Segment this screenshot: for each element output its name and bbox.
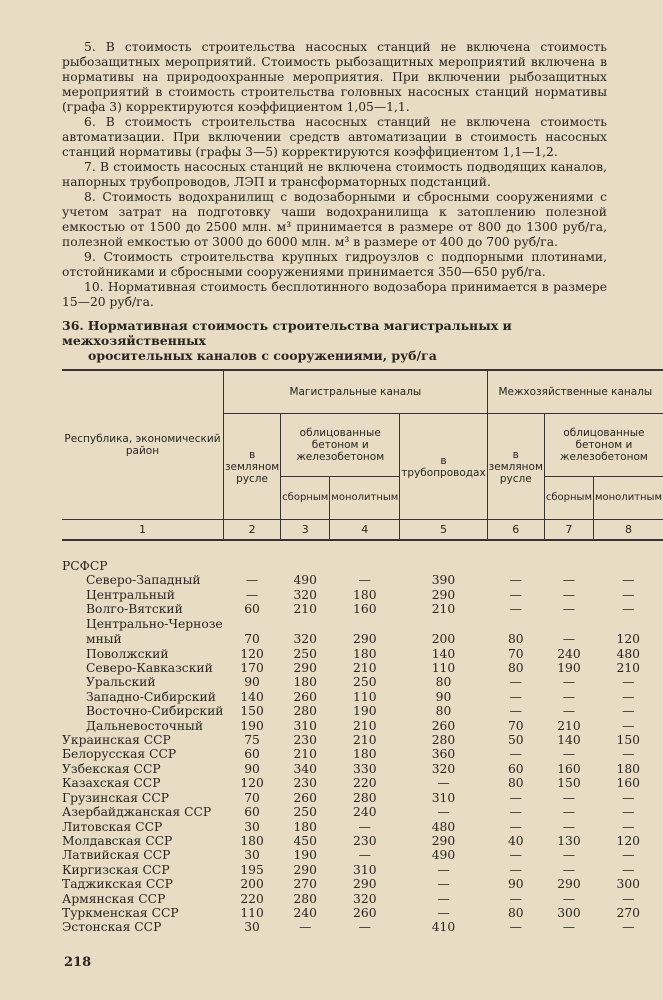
cell-value: — xyxy=(562,891,576,906)
cell-value: 250 xyxy=(293,805,317,820)
region-name: Грузинская ССР xyxy=(62,790,170,805)
region-name: Молдавская ССР xyxy=(62,833,173,848)
cell-value: 150 xyxy=(240,704,264,719)
cell-value: 70 xyxy=(507,718,524,733)
cell-value: 40 xyxy=(507,833,524,848)
cell-value xyxy=(281,559,330,573)
cell-value: 340 xyxy=(293,761,317,776)
table-row xyxy=(62,776,663,790)
region-name: Восточно-Сибирский xyxy=(86,704,224,719)
cell-value: 300 xyxy=(616,877,640,892)
cell-value: — xyxy=(245,587,259,602)
note-paragraph: 8. Стоимость водохранилищ с водозаборными и сбросными сооружениями с учетом затрат на подготовку чаши водохранилища к затоплению полезной емкостью от 1500 до 2500 млн. м³ принимается в размере от 800 до 1300 руб/га, полезной емкостью от 3000 до 6000 млн. м³ в размере от 400 до 700 руб/га. xyxy=(62,190,607,249)
cell-value: 30 xyxy=(244,920,260,935)
table-row xyxy=(62,920,663,934)
cell-value: 260 xyxy=(293,790,317,805)
cell-value: 240 xyxy=(293,905,317,920)
table-row xyxy=(62,834,663,848)
cell-value: — xyxy=(622,704,635,719)
cell-value: 240 xyxy=(557,646,581,661)
cell-value: 80 xyxy=(507,905,524,920)
region-name: Узбекская ССР xyxy=(62,761,161,776)
cell-value: — xyxy=(509,602,522,617)
table-number: 36. xyxy=(62,318,84,333)
cell-value: 160 xyxy=(616,776,640,791)
table-row xyxy=(62,848,663,862)
cell-value: — xyxy=(437,877,450,892)
cell-value: 150 xyxy=(616,733,640,748)
cell-value: — xyxy=(437,805,450,820)
header-main-canals: Магистральные каналы xyxy=(223,370,487,414)
cell-value: — xyxy=(509,573,522,588)
cell-value: 80 xyxy=(435,704,452,719)
cell-value: 260 xyxy=(353,905,377,920)
cell-value: 480 xyxy=(431,819,456,834)
cell-value: — xyxy=(622,573,635,588)
header-monolith-inter: монолитным xyxy=(593,477,663,520)
cell-value: 360 xyxy=(431,747,456,762)
cell-value xyxy=(544,559,593,573)
cell-value: 290 xyxy=(557,877,581,892)
cell-value: — xyxy=(358,819,371,834)
table-row xyxy=(62,719,663,733)
notes-section xyxy=(62,40,607,310)
cell-value: — xyxy=(622,602,635,617)
cell-value: — xyxy=(622,689,635,704)
cell-value: 200 xyxy=(240,877,264,892)
header-earth-main: в земляном русле xyxy=(223,414,280,520)
cell-value: — xyxy=(622,587,635,602)
region-name: Центрально-Черноземный xyxy=(86,616,223,646)
note-paragraph: 6. В стоимость строительства насосных станций не включена стоимость автоматизации. При включении средств автоматизации в стоимость насосных станций нормативы (графы 3—5) корректируются коэффициентом 1,1—1,2. xyxy=(62,115,607,159)
cell-value: — xyxy=(622,891,635,906)
table-row xyxy=(62,573,663,587)
column-numbers xyxy=(62,520,663,541)
cell-value: 210 xyxy=(353,661,377,676)
cell-value: 240 xyxy=(353,805,377,820)
cell-value: 80 xyxy=(507,632,524,647)
cell-value: — xyxy=(562,704,576,719)
cell-value: 140 xyxy=(431,646,456,661)
cell-value: — xyxy=(562,689,576,704)
cost-table xyxy=(62,369,663,935)
region-name: Литовская ССР xyxy=(62,819,163,834)
cell-value: — xyxy=(437,891,450,906)
header-earth-inter: в земляном русле xyxy=(487,414,544,520)
table-row xyxy=(62,733,663,747)
region-name: Туркменская ССР xyxy=(62,905,179,920)
cell-value: 120 xyxy=(616,833,640,848)
cell-value: 60 xyxy=(244,747,260,762)
cell-value: — xyxy=(509,790,522,805)
cell-value: 160 xyxy=(557,761,581,776)
cell-value: — xyxy=(509,848,522,863)
region-name: Дальневосточный xyxy=(86,718,204,733)
cell-value: 490 xyxy=(431,848,456,863)
cell-value: 210 xyxy=(616,661,640,676)
header-prefab-main: сборным xyxy=(281,477,330,520)
cell-value: 60 xyxy=(507,761,524,776)
col-num: 2 xyxy=(223,520,280,541)
region-name: Белорусская ССР xyxy=(62,747,177,762)
cell-value: 130 xyxy=(557,833,581,848)
table-row xyxy=(62,602,663,616)
cell-value: 80 xyxy=(435,675,452,690)
cell-value: 210 xyxy=(293,602,317,617)
table-header xyxy=(62,370,663,520)
cell-value: — xyxy=(562,602,576,617)
cell-value: 230 xyxy=(293,733,317,748)
cell-value: 260 xyxy=(293,689,317,704)
cell-value: — xyxy=(562,920,576,935)
col-num: 1 xyxy=(62,520,223,541)
cell-value: 160 xyxy=(353,602,377,617)
cell-value: 120 xyxy=(240,776,264,791)
cell-value: — xyxy=(622,848,635,863)
cell-value: 270 xyxy=(293,877,317,892)
cell-value: 30 xyxy=(244,848,260,863)
cell-value: 90 xyxy=(507,877,524,892)
cell-value: — xyxy=(509,747,522,762)
note-paragraph: 5. В стоимость строительства насосных станций не включена стоимость рыбозащитных мероприятий. Стоимость рыбозащитных мероприятий включена в нормативы на природоохранные мероприятия. При включении рыбозащитных мероприятий в стоимость строительства головных насосных станций нормативы (графа 3) корректируются коэффициентом 1,05—1,1. xyxy=(62,40,607,114)
cell-value: 290 xyxy=(431,587,456,602)
table-title-line1: Нормативная стоимость строительства магистральных и межхозяйственных xyxy=(62,318,512,348)
region-name: Киргизская ССР xyxy=(62,862,170,877)
cell-value: — xyxy=(437,905,450,920)
col-num: 5 xyxy=(400,520,487,541)
cell-value: 70 xyxy=(244,632,260,647)
cell-value: — xyxy=(562,862,576,877)
region-name: Украинская ССР xyxy=(62,733,171,748)
cell-value: 110 xyxy=(240,905,264,920)
cell-value: — xyxy=(509,704,522,719)
cell-value: 230 xyxy=(293,776,317,791)
cell-value: — xyxy=(562,573,576,588)
cell-value: 120 xyxy=(240,646,264,661)
cell-value: — xyxy=(562,819,576,834)
cell-value: 310 xyxy=(431,790,456,805)
cell-value: — xyxy=(509,891,522,906)
cell-value: 210 xyxy=(431,602,456,617)
cell-value: 75 xyxy=(244,733,260,748)
header-inter-canals: Межхозяйственные каналы xyxy=(487,370,663,414)
table-row xyxy=(62,747,663,761)
cell-value: 150 xyxy=(557,776,581,791)
cell-value: — xyxy=(509,920,522,935)
cell-value: 210 xyxy=(293,747,317,762)
cell-value: — xyxy=(622,675,635,690)
header-prefab-inter: сборным xyxy=(544,477,593,520)
cell-value: 170 xyxy=(240,661,264,676)
note-paragraph: 10. Нормативная стоимость бесплотинного водозабора принимается в размере 15—20 руб/га. xyxy=(62,280,607,309)
cell-value: 210 xyxy=(353,718,377,733)
cell-value: — xyxy=(622,819,635,834)
page-number: 218 xyxy=(64,955,92,970)
table-row xyxy=(62,877,663,891)
cell-value: 220 xyxy=(240,891,264,906)
cell-value: 330 xyxy=(353,761,377,776)
cell-value: 50 xyxy=(507,733,524,748)
region-name: Северо-Западный xyxy=(86,573,201,588)
cell-value: 230 xyxy=(353,833,377,848)
table-row xyxy=(62,762,663,776)
region-name: Казахская ССР xyxy=(62,776,161,791)
table-row xyxy=(62,863,663,877)
cell-value: 90 xyxy=(244,761,260,776)
cell-value: — xyxy=(562,587,576,602)
cell-value: 390 xyxy=(431,573,456,588)
cell-value: — xyxy=(562,805,576,820)
cell-value: 210 xyxy=(353,733,377,748)
cell-value xyxy=(330,559,400,573)
cell-value: — xyxy=(562,675,576,690)
cell-value: 90 xyxy=(244,675,260,690)
cell-value: 220 xyxy=(353,776,377,791)
cell-value: — xyxy=(509,862,522,877)
table-row xyxy=(62,820,663,834)
col-num: 8 xyxy=(593,520,663,541)
cell-value: — xyxy=(622,790,635,805)
cell-value: 280 xyxy=(293,704,317,719)
table-row xyxy=(62,661,663,675)
cell-value: 80 xyxy=(507,661,524,676)
cell-value: — xyxy=(509,587,522,602)
cell-value: 110 xyxy=(431,661,456,676)
note-paragraph: 7. В стоимость насосных станций не включена стоимость подводящих каналов, напорных трубопроводов, ЛЭП и трансформаторных подстанций. xyxy=(62,160,607,189)
header-lined-inter: облицованные бетоном и железобетоном xyxy=(544,414,663,477)
cell-value: — xyxy=(622,920,635,935)
table-row xyxy=(62,647,663,661)
cell-value xyxy=(593,559,663,573)
cell-value: — xyxy=(562,747,576,762)
table-title xyxy=(62,318,607,363)
col-num: 4 xyxy=(330,520,400,541)
cell-value: 290 xyxy=(353,632,377,647)
cell-value: — xyxy=(358,848,371,863)
cell-value: — xyxy=(562,790,576,805)
cell-value: 70 xyxy=(507,646,524,661)
cell-value xyxy=(487,559,544,573)
cell-value: 410 xyxy=(431,920,456,935)
table-title-line2: оросительных каналов с сооружениями, руб/га xyxy=(88,348,437,363)
cell-value: — xyxy=(437,862,450,877)
cell-value: — xyxy=(622,718,635,733)
cell-value: — xyxy=(622,747,635,762)
cell-value: 480 xyxy=(616,646,640,661)
cell-value: 190 xyxy=(240,718,264,733)
table-row xyxy=(62,906,663,920)
cell-value: 320 xyxy=(431,761,456,776)
cell-value: 310 xyxy=(293,718,317,733)
region-name: Таджикская ССР xyxy=(62,877,173,892)
cell-value: — xyxy=(509,805,522,820)
cell-value: 200 xyxy=(431,632,456,647)
cell-value: — xyxy=(509,689,522,704)
cell-value: — xyxy=(358,573,371,588)
cell-value: 280 xyxy=(431,733,456,748)
cell-value: — xyxy=(622,805,635,820)
region-name: Латвийская ССР xyxy=(62,848,171,863)
cell-value: 180 xyxy=(616,761,640,776)
table-row xyxy=(62,704,663,718)
table-row xyxy=(62,675,663,689)
cell-value: 250 xyxy=(293,646,317,661)
cell-value: 260 xyxy=(431,718,456,733)
cell-value: 450 xyxy=(293,833,317,848)
cell-value: 180 xyxy=(353,587,377,602)
cell-value: 180 xyxy=(240,833,264,848)
region-name: Волго-Вятский xyxy=(86,602,183,617)
table-row xyxy=(62,690,663,704)
region-name: Поволжский xyxy=(86,646,169,661)
cell-value: 290 xyxy=(293,862,317,877)
cell-value: 490 xyxy=(293,573,317,588)
cell-value: — xyxy=(562,848,576,863)
cell-value: 70 xyxy=(244,790,260,805)
region-name: Центральный xyxy=(86,587,175,602)
region-name: Уральский xyxy=(86,675,156,690)
col-num: 3 xyxy=(281,520,330,541)
cell-value: 190 xyxy=(557,661,581,676)
cell-value xyxy=(223,559,280,573)
cell-value: 190 xyxy=(293,848,317,863)
cell-value: 120 xyxy=(616,632,640,647)
cell-value: 180 xyxy=(293,819,317,834)
cell-value: — xyxy=(622,862,635,877)
cell-value: 140 xyxy=(240,689,264,704)
cell-value: 280 xyxy=(293,891,317,906)
cell-value: 110 xyxy=(353,689,377,704)
table-row xyxy=(62,791,663,805)
cell-value: — xyxy=(509,675,522,690)
cell-value: — xyxy=(562,632,576,647)
region-name: РСФСР xyxy=(62,559,108,573)
cell-value: 320 xyxy=(293,632,317,647)
cell-value: 60 xyxy=(244,602,260,617)
table-row xyxy=(62,617,663,647)
cell-value: 190 xyxy=(353,704,377,719)
cell-value: 30 xyxy=(244,819,260,834)
cell-value: — xyxy=(245,573,259,588)
table-row xyxy=(62,892,663,906)
cell-value: 80 xyxy=(507,776,524,791)
table-row xyxy=(62,559,663,573)
cell-value: 90 xyxy=(435,689,452,704)
cell-value: 320 xyxy=(293,587,317,602)
cell-value: 280 xyxy=(353,790,377,805)
table-row xyxy=(62,588,663,602)
cell-value: — xyxy=(299,920,312,935)
col-num: 6 xyxy=(487,520,544,541)
cell-value: 310 xyxy=(353,862,377,877)
cell-value: 300 xyxy=(557,905,581,920)
cell-value: — xyxy=(509,819,522,834)
header-region: Республика, экономический район xyxy=(62,370,223,520)
col-num: 7 xyxy=(544,520,593,541)
cell-value: 180 xyxy=(293,675,317,690)
region-name: Армянская ССР xyxy=(62,891,166,906)
cell-value: 290 xyxy=(431,833,456,848)
region-name: Азербайджанская ССР xyxy=(62,805,212,820)
cell-value: — xyxy=(437,776,450,791)
note-paragraph: 9. Стоимость строительства крупных гидроузлов с подпорными плотинами, отстойниками и сбросными сооружениями принимается 350—650 руб/га. xyxy=(62,250,607,279)
cell-value: — xyxy=(358,920,371,935)
cell-value: 195 xyxy=(240,862,264,877)
region-name: Западно-Сибирский xyxy=(86,689,216,704)
cell-value: 320 xyxy=(353,891,377,906)
cell-value xyxy=(400,559,487,573)
header-pipes: в трубопроводах xyxy=(400,414,487,520)
cell-value: 250 xyxy=(353,675,377,690)
cell-value: 60 xyxy=(244,805,260,820)
table-body xyxy=(62,540,663,935)
cell-value: 270 xyxy=(616,905,640,920)
header-lined-main: облицованные бетоном и железобетоном xyxy=(281,414,400,477)
region-name: Эстонская ССР xyxy=(62,920,162,935)
region-name: Северо-Кавказский xyxy=(86,661,213,676)
cell-value: 140 xyxy=(557,733,581,748)
cell-value: 180 xyxy=(353,747,377,762)
cell-value: 290 xyxy=(353,877,377,892)
cell-value: 210 xyxy=(557,718,581,733)
header-monolith-main: монолитным xyxy=(330,477,400,520)
cell-value: 180 xyxy=(353,646,377,661)
cell-value: 290 xyxy=(293,661,317,676)
table-row xyxy=(62,805,663,819)
